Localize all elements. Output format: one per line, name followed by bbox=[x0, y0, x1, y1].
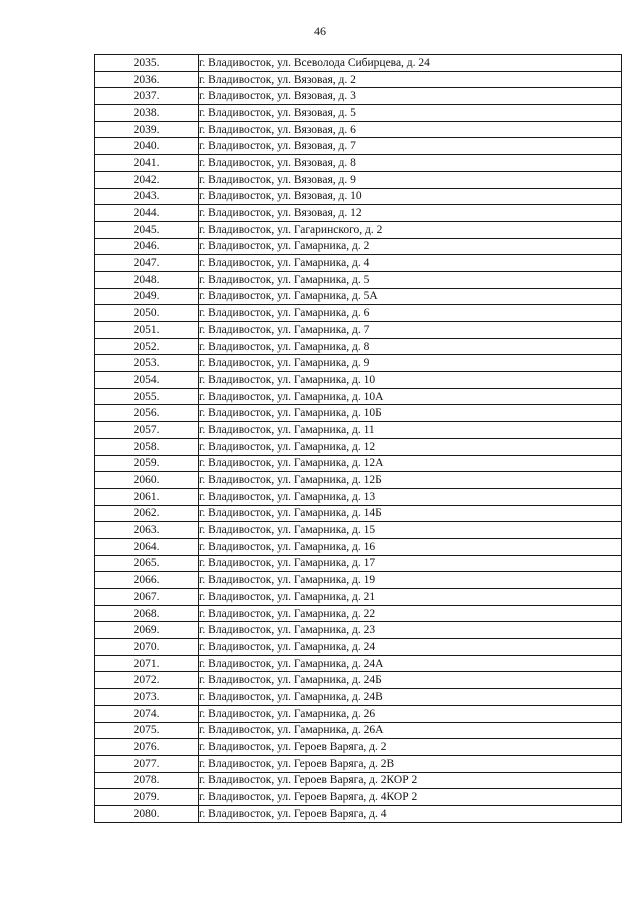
row-number: 2078. bbox=[95, 772, 199, 789]
table-row bbox=[95, 138, 622, 155]
row-number: 2079. bbox=[95, 789, 199, 806]
address-cell: г. Владивосток, ул. Гамарника, д. 24В bbox=[199, 689, 622, 706]
address-cell: г. Владивосток, ул. Гамарника, д. 12А bbox=[199, 455, 622, 472]
row-number: 2041. bbox=[95, 155, 199, 172]
row-number: 2050. bbox=[95, 305, 199, 322]
row-number: 2080. bbox=[95, 805, 199, 822]
row-number: 2043. bbox=[95, 188, 199, 205]
table-row bbox=[95, 572, 622, 589]
row-number: 2038. bbox=[95, 105, 199, 122]
address-cell: г. Владивосток, ул. Гамарника, д. 21 bbox=[199, 589, 622, 606]
table-row bbox=[95, 555, 622, 572]
row-number: 2077. bbox=[95, 755, 199, 772]
table-row bbox=[95, 805, 622, 822]
row-number: 2035. bbox=[95, 55, 199, 72]
table-row bbox=[95, 472, 622, 489]
table-row bbox=[95, 238, 622, 255]
row-number: 2075. bbox=[95, 722, 199, 739]
table-row bbox=[95, 772, 622, 789]
table-row bbox=[95, 639, 622, 656]
address-cell: г. Владивосток, ул. Гамарника, д. 2 bbox=[199, 238, 622, 255]
address-cell: г. Владивосток, ул. Вязовая, д. 10 bbox=[199, 188, 622, 205]
address-cell: г. Владивосток, ул. Гамарника, д. 14Б bbox=[199, 505, 622, 522]
table-row bbox=[95, 505, 622, 522]
address-cell: г. Владивосток, ул. Героев Варяга, д. 4 bbox=[199, 805, 622, 822]
address-cell: г. Владивосток, ул. Гамарника, д. 4 bbox=[199, 255, 622, 272]
address-cell: г. Владивосток, ул. Вязовая, д. 5 bbox=[199, 105, 622, 122]
table-row bbox=[95, 789, 622, 806]
address-cell: г. Владивосток, ул. Гамарника, д. 7 bbox=[199, 322, 622, 339]
table-row bbox=[95, 188, 622, 205]
address-cell: г. Владивосток, ул. Гамарника, д. 19 bbox=[199, 572, 622, 589]
table-row bbox=[95, 438, 622, 455]
table-row bbox=[95, 255, 622, 272]
row-number: 2045. bbox=[95, 221, 199, 238]
row-number: 2051. bbox=[95, 322, 199, 339]
row-number: 2044. bbox=[95, 205, 199, 222]
table-row bbox=[95, 589, 622, 606]
row-number: 2076. bbox=[95, 739, 199, 756]
row-number: 2053. bbox=[95, 355, 199, 372]
address-cell: г. Владивосток, ул. Героев Варяга, д. 2КОР 2 bbox=[199, 772, 622, 789]
address-cell: г. Владивосток, ул. Вязовая, д. 2 bbox=[199, 71, 622, 88]
address-cell: г. Владивосток, ул. Вязовая, д. 9 bbox=[199, 171, 622, 188]
row-number: 2056. bbox=[95, 405, 199, 422]
table-row bbox=[95, 605, 622, 622]
table-row bbox=[95, 105, 622, 122]
address-cell: г. Владивосток, ул. Гамарника, д. 12 bbox=[199, 438, 622, 455]
table-row bbox=[95, 739, 622, 756]
row-number: 2067. bbox=[95, 589, 199, 606]
address-cell: г. Владивосток, ул. Всеволода Сибирцева, д. 24 bbox=[199, 55, 622, 72]
row-number: 2069. bbox=[95, 622, 199, 639]
address-cell: г. Владивосток, ул. Гамарника, д. 5 bbox=[199, 271, 622, 288]
table-row bbox=[95, 322, 622, 339]
row-number: 2058. bbox=[95, 438, 199, 455]
row-number: 2057. bbox=[95, 422, 199, 439]
address-cell: г. Владивосток, ул. Гамарника, д. 23 bbox=[199, 622, 622, 639]
page-number: 46 bbox=[314, 24, 326, 38]
table-row bbox=[95, 705, 622, 722]
address-cell: г. Владивосток, ул. Гамарника, д. 10А bbox=[199, 388, 622, 405]
address-cell: г. Владивосток, ул. Гамарника, д. 8 bbox=[199, 338, 622, 355]
table-row bbox=[95, 271, 622, 288]
table-row bbox=[95, 755, 622, 772]
row-number: 2064. bbox=[95, 538, 199, 555]
address-cell: г. Владивосток, ул. Гамарника, д. 22 bbox=[199, 605, 622, 622]
table-row bbox=[95, 338, 622, 355]
row-number: 2059. bbox=[95, 455, 199, 472]
row-number: 2068. bbox=[95, 605, 199, 622]
address-cell: г. Владивосток, ул. Вязовая, д. 6 bbox=[199, 121, 622, 138]
table-row bbox=[95, 538, 622, 555]
row-number: 2074. bbox=[95, 705, 199, 722]
table-row bbox=[95, 121, 622, 138]
address-cell: г. Владивосток, ул. Гамарника, д. 10Б bbox=[199, 405, 622, 422]
row-number: 2047. bbox=[95, 255, 199, 272]
address-cell: г. Владивосток, ул. Гамарника, д. 24Б bbox=[199, 672, 622, 689]
row-number: 2049. bbox=[95, 288, 199, 305]
address-cell: г. Владивосток, ул. Вязовая, д. 8 bbox=[199, 155, 622, 172]
row-number: 2066. bbox=[95, 572, 199, 589]
row-number: 2065. bbox=[95, 555, 199, 572]
row-number: 2048. bbox=[95, 271, 199, 288]
table-row bbox=[95, 522, 622, 539]
table-row bbox=[95, 288, 622, 305]
address-cell: г. Владивосток, ул. Гамарника, д. 17 bbox=[199, 555, 622, 572]
address-cell: г. Владивосток, ул. Гамарника, д. 15 bbox=[199, 522, 622, 539]
address-cell: г. Владивосток, ул. Гамарника, д. 16 bbox=[199, 538, 622, 555]
row-number: 2036. bbox=[95, 71, 199, 88]
row-number: 2072. bbox=[95, 672, 199, 689]
table-row bbox=[95, 305, 622, 322]
row-number: 2060. bbox=[95, 472, 199, 489]
table-row bbox=[95, 171, 622, 188]
address-cell: г. Владивосток, ул. Гамарника, д. 26А bbox=[199, 722, 622, 739]
table-row bbox=[95, 71, 622, 88]
row-number: 2040. bbox=[95, 138, 199, 155]
table-row bbox=[95, 388, 622, 405]
row-number: 2042. bbox=[95, 171, 199, 188]
table-row bbox=[95, 372, 622, 389]
address-cell: г. Владивосток, ул. Гамарника, д. 12Б bbox=[199, 472, 622, 489]
row-number: 2046. bbox=[95, 238, 199, 255]
row-number: 2071. bbox=[95, 655, 199, 672]
address-cell: г. Владивосток, ул. Гамарника, д. 11 bbox=[199, 422, 622, 439]
address-cell: г. Владивосток, ул. Вязовая, д. 7 bbox=[199, 138, 622, 155]
table-row bbox=[95, 672, 622, 689]
table-row bbox=[95, 55, 622, 72]
row-number: 2062. bbox=[95, 505, 199, 522]
table-row bbox=[95, 155, 622, 172]
table-row bbox=[95, 488, 622, 505]
address-cell: г. Владивосток, ул. Гамарника, д. 9 bbox=[199, 355, 622, 372]
address-cell: г. Владивосток, ул. Вязовая, д. 3 bbox=[199, 88, 622, 105]
row-number: 2055. bbox=[95, 388, 199, 405]
address-cell: г. Владивосток, ул. Гамарника, д. 13 bbox=[199, 488, 622, 505]
address-cell: г. Владивосток, ул. Гамарника, д. 26 bbox=[199, 705, 622, 722]
address-cell: г. Владивосток, ул. Гамарника, д. 10 bbox=[199, 372, 622, 389]
row-number: 2052. bbox=[95, 338, 199, 355]
address-cell: г. Владивосток, ул. Героев Варяга, д. 2В bbox=[199, 755, 622, 772]
address-cell: г. Владивосток, ул. Гагаринского, д. 2 bbox=[199, 221, 622, 238]
row-number: 2063. bbox=[95, 522, 199, 539]
table-row bbox=[95, 221, 622, 238]
table-row bbox=[95, 422, 622, 439]
table-row bbox=[95, 689, 622, 706]
address-cell: г. Владивосток, ул. Героев Варяга, д. 2 bbox=[199, 739, 622, 756]
table-row bbox=[95, 355, 622, 372]
address-cell: г. Владивосток, ул. Вязовая, д. 12 bbox=[199, 205, 622, 222]
address-cell: г. Владивосток, ул. Гамарника, д. 24А bbox=[199, 655, 622, 672]
address-table-body bbox=[95, 55, 622, 823]
table-row bbox=[95, 405, 622, 422]
table-row bbox=[95, 622, 622, 639]
row-number: 2039. bbox=[95, 121, 199, 138]
row-number: 2037. bbox=[95, 88, 199, 105]
address-cell: г. Владивосток, ул. Героев Варяга, д. 4КОР 2 bbox=[199, 789, 622, 806]
table-row bbox=[95, 88, 622, 105]
address-cell: г. Владивосток, ул. Гамарника, д. 5А bbox=[199, 288, 622, 305]
row-number: 2070. bbox=[95, 639, 199, 656]
table-row bbox=[95, 205, 622, 222]
address-cell: г. Владивосток, ул. Гамарника, д. 24 bbox=[199, 639, 622, 656]
table-row bbox=[95, 455, 622, 472]
address-cell: г. Владивосток, ул. Гамарника, д. 6 bbox=[199, 305, 622, 322]
address-table bbox=[94, 54, 622, 823]
table-row bbox=[95, 655, 622, 672]
row-number: 2073. bbox=[95, 689, 199, 706]
row-number: 2061. bbox=[95, 488, 199, 505]
table-row bbox=[95, 722, 622, 739]
row-number: 2054. bbox=[95, 372, 199, 389]
